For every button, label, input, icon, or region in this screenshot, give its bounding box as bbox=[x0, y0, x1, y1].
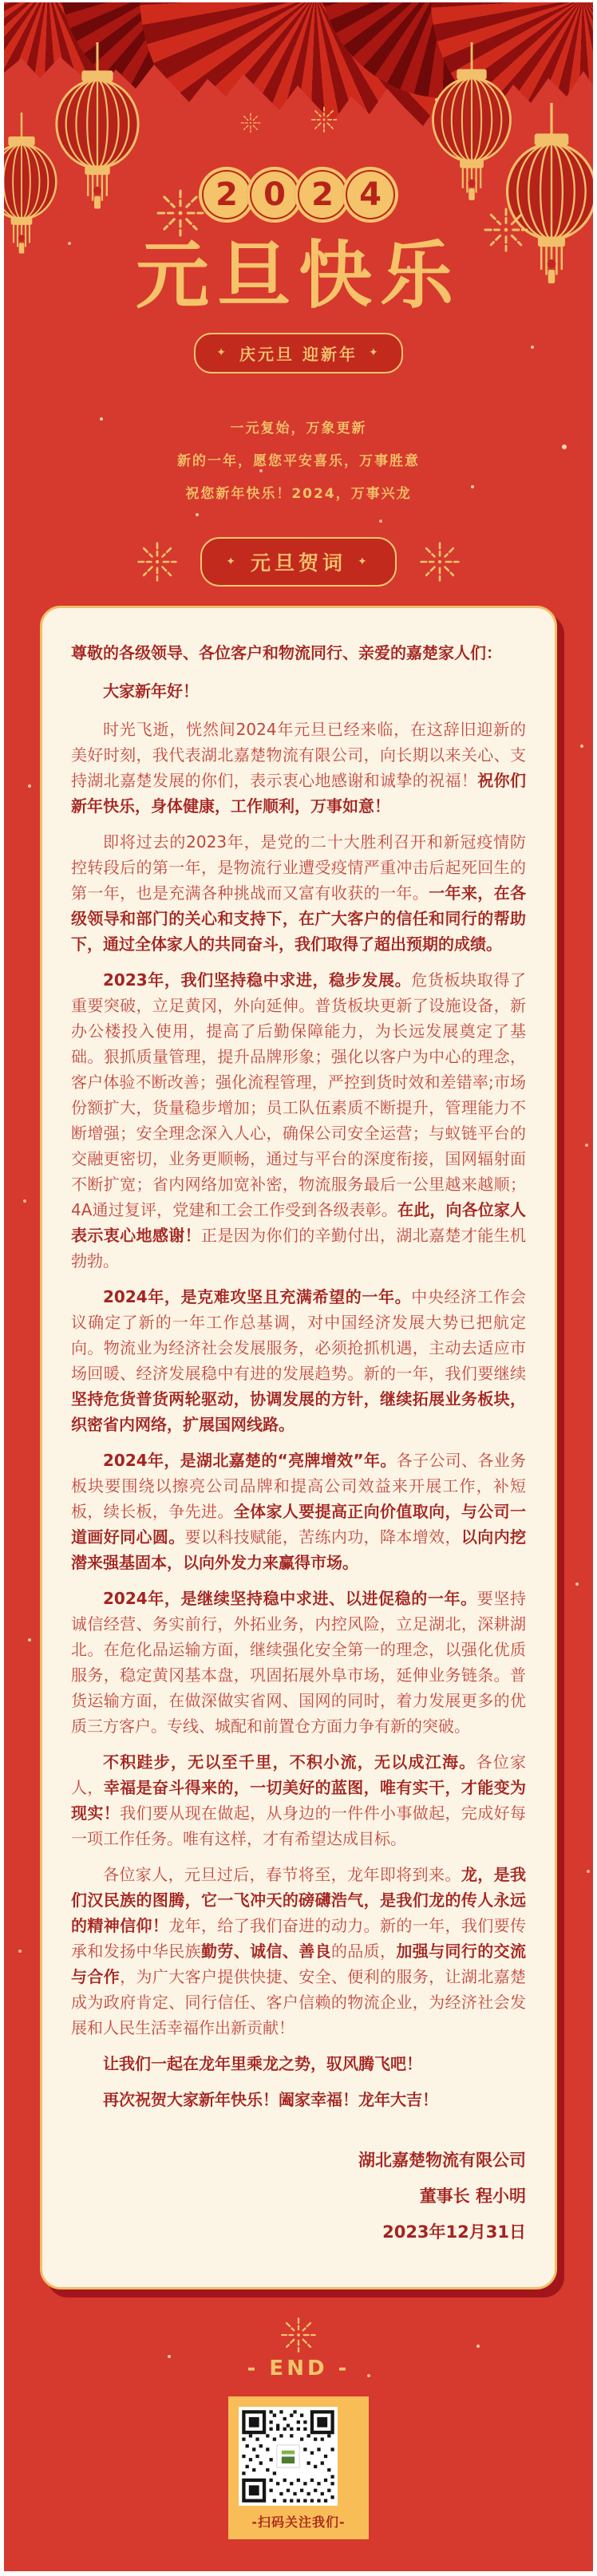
letter-paragraph: 各位家人，元旦过后，春节将至，龙年即将到来。龙，是我们汉民族的图腾，它一飞冲天的磅礴浩气，是我们龙的传人永远的精神信仰！龙年，给了我们奋进的动力。新的一年，我们要传承和发扬中华民族勤劳、诚信、善良的品质，加强与同行的交流与合作，为广大客户提供快捷、安全、便利的服务，让湖北嘉楚成为政府肯定、同行信任、客户信赖的物流企业，为经济社会发展和人民生活幸福作出新贡献！ bbox=[71, 1864, 527, 2037]
letter-paragraph: 让我们一起在龙年里乘龙之势，驭风腾飞吧！ bbox=[103, 2053, 422, 2073]
page-title: 元旦快乐 bbox=[135, 233, 461, 318]
subtitle-line: 一元复始，万象更新 bbox=[230, 420, 367, 437]
year-digit: 4 bbox=[359, 176, 382, 213]
qr-panel bbox=[228, 2396, 369, 2539]
subtitle-block bbox=[4, 417, 593, 502]
letter-paragraph: 时光飞逝，恍然间2024年元旦已经来临，在这辞旧迎新的美好时刻，我代表湖北嘉楚物流有限公司，向长期以来关心、支持湖北嘉楚发展的你们，表示衷心地感谢和诚挚的祝福！祝你们新年快乐，身体健康，工作顺利，万事如意！ bbox=[71, 719, 527, 816]
subtitle-line: 祝您新年快乐！2024，万事兴龙 bbox=[185, 485, 412, 502]
header bbox=[4, 2, 593, 587]
signature-date: 2023年12月31日 bbox=[382, 2222, 526, 2242]
letter-paragraph: 2024年，是湖北嘉楚的“亮牌增效”年。各子公司、各业务板块要围绕以擦亮公司品牌和提高公司效益来开展工作，补短板，续长板，争先进。全体家人要提高正向价值取向，与公司一道画好同心圆。要以科技赋能，苦练内功，降本增效，以向内挖潜来强基固本，以向外发力来赢得市场。 bbox=[71, 1450, 527, 1572]
letter-body bbox=[71, 717, 526, 2112]
diamond-icon: ✦ bbox=[226, 555, 239, 568]
letter-paragraph: 不积跬步，无以至千里，不积小流，无以成江海。各位家人，幸福是奋斗得来的，一切美好的蓝图，唯有实干，才能变为现实！我们要从现在做起，从身边的一件件小事做起，完成好每一项工作任务。唯有这样，才有希望达成目标。 bbox=[71, 1752, 527, 1848]
firework-icon bbox=[419, 541, 461, 583]
qr-code[interactable] bbox=[239, 2407, 338, 2506]
letter-paragraph: 再次祝贺大家新年快乐！阖家幸福！龙年大吉！ bbox=[103, 2089, 438, 2109]
diamond-icon: ✦ bbox=[216, 346, 229, 360]
letter-paragraph: 2024年，是继续坚持稳中求进、以进促稳的一年。要坚持诚信经营、务实前行，外拓业务，内控风险，立足湖北，深耕湖北。在危化品运输方面，继续强化安全第一的理念，以强化优质服务，稳定黄冈基本盘，巩固拓展外阜市场，延伸业务链条。普货运输方面，在做深做实省网、国网的同时，着力发展更多的优质三方客户。专线、城配和前置仓方面力争有新的突破。 bbox=[71, 1588, 526, 1736]
signature-chairman: 董事长 程小明 bbox=[419, 2186, 526, 2206]
year-digit: 2 bbox=[215, 176, 238, 213]
diamond-icon: ✦ bbox=[368, 346, 381, 360]
greeting-letter-card bbox=[40, 606, 557, 2290]
diamond-icon: ✦ bbox=[358, 555, 371, 568]
greeting-section-label: 元旦贺词 bbox=[250, 551, 346, 575]
qr-caption: -扫码关注我们- bbox=[251, 2515, 346, 2531]
year-digit-circle bbox=[342, 167, 398, 223]
firework-icon bbox=[136, 541, 178, 583]
year-digit: 2 bbox=[311, 176, 334, 213]
subtitle-line: 新的一年，愿您平安喜乐，万事胜意 bbox=[177, 452, 420, 469]
end-label: - END - bbox=[247, 2357, 350, 2381]
letter-paragraph: 2023年，我们坚持稳中求进，稳步发展。危货板块取得了重要突破，立足黄冈，外向延伸。普货板块更新了设施设备，新办公楼投入使用，提高了后勤保障能力，为长远发展奠定了基础。狠抓质量管理，提升品牌形象；强化以客户为中心的理念，客户体验不断改善；强化流程管理，严控到货时效和差错率;市场份额扩大，货量稳步增加；员工队伍素质不断提升，管理能力不断增强；安全理念深入人心，确保公司安全运营；与蚁链平台的交融更密切，业务更顺畅，通过与平台的深度衔接，国网辐射面不断扩宽；省内网络加宽补密，物流服务最后一公里越来越顺；4A通过复评，党建和工会工作受到各级表彰。在此，向各位家人表示衷心地感谢！正是因为你们的辛勤付出，湖北嘉楚才能生机勃勃。 bbox=[71, 970, 527, 1270]
signature-company: 湖北嘉楚物流有限公司 bbox=[358, 2150, 526, 2170]
year-digit: 0 bbox=[263, 176, 286, 213]
footer bbox=[4, 2290, 593, 2571]
greeting-section-header bbox=[4, 537, 593, 587]
letter-paragraph: 即将过去的2023年，是党的二十大胜利召开和新冠疫情防控转段后的第一年，是物流行业遭受疫情严重冲击后起死回生的第一年，也是充满各种挑战而又富有收获的一年。一年来，在各级领导和部门的关心和支持下，在广大客户的信任和同行的帮助下，通过全体家人的共同奋斗，我们取得了超出预期的成绩。 bbox=[71, 832, 527, 954]
letter-paragraph: 2024年，是克难攻坚且充满希望的一年。中央经济工作会议确定了新的一年工作总基调，对中国经济发展大势已把航定向。物流业为经济社会发展服务，必须抢抓机遇，主动去适应市场回暖、经济发展稳中有进的发展趋势。新的一年，我们要继续坚持危货普货两轮驱动，协调发展的方针，继续拓展业务板块，织密省内网络，扩展国网线路。 bbox=[71, 1286, 527, 1434]
letter-greeting: 大家新年好！ bbox=[103, 681, 199, 701]
celebrate-badge bbox=[194, 333, 402, 373]
firework-icon bbox=[280, 2317, 317, 2353]
letter-salutation: 尊敬的各级领导、各位客户和物流同行、亲爱的嘉楚家人们： bbox=[71, 642, 502, 662]
year-2024-badge bbox=[4, 167, 593, 223]
greeting-section-badge bbox=[200, 537, 396, 587]
celebrate-badge-label: 庆元旦 迎新年 bbox=[239, 344, 358, 364]
new-year-greeting-page bbox=[4, 2, 593, 2571]
signature-block bbox=[71, 2143, 526, 2250]
